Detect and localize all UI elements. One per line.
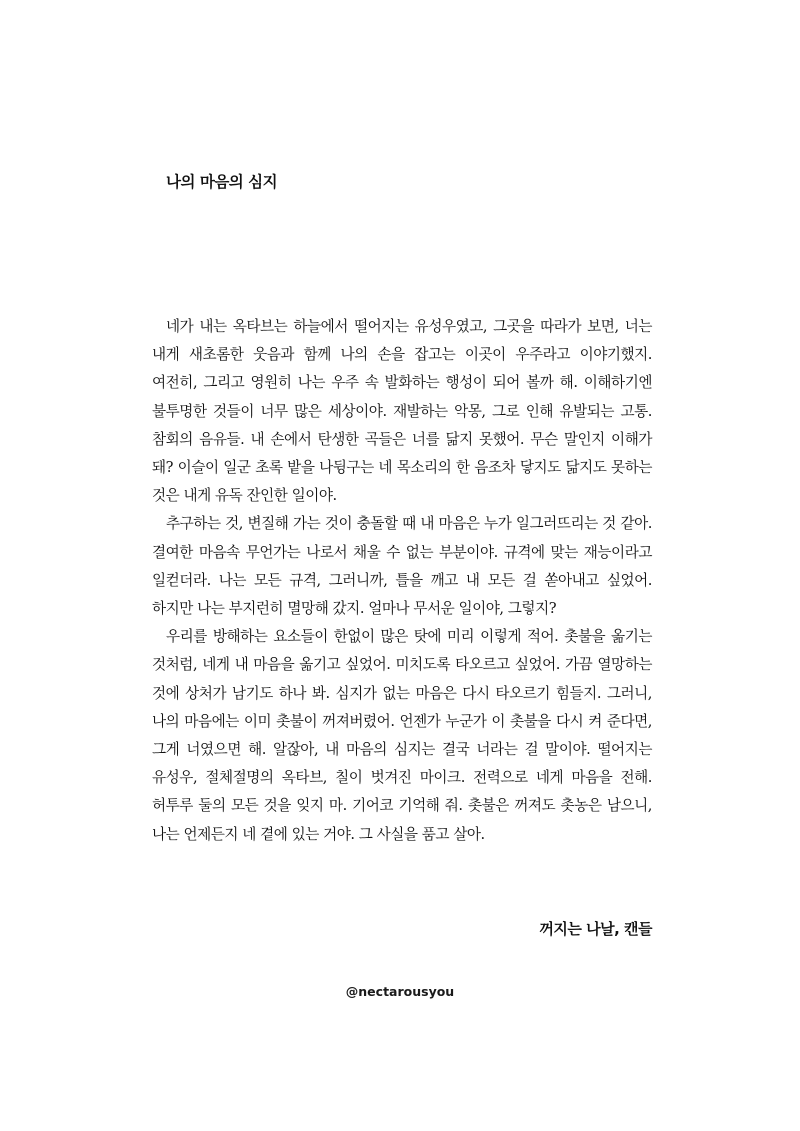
- paragraph-3: 우리를 방해하는 요소들이 한없이 많은 탓에 미리 이렇게 적어. 촛불을 옮기는 것처럼, 네게 내 마음을 옮기고 싶었어. 미치도록 타오르고 싶었어. 가끔 열망하는 것에 상처가 남기도 하나 봐. 심지가 없는 마음은 다시 타오르기 힘들지. 그러니, 나의 마음에는 이미 촛불이 꺼져버렸어. 언젠가 누군가 이 촛불을 다시 켜 준다면, 그게 너였으면 해. 알잖아, 내 마음의 심지는 결국 너라는 걸 말이야. 떨어지는 유성우, 절체절명의 옥타브, 칠이 벗겨진 마이크. 전력으로 네게 마음을 전해. 허투루 둘의 모든 것을 잊지 마. 기어코 기억해 줘. 촛불은 꺼져도 촛농은 남으니, 나는 언제든지 네 곁에 있는 거야. 그 사실을 품고 살아.: [152, 628, 652, 843]
- page-title: 나의 마음의 심지: [166, 173, 278, 191]
- author-handle: @nectarousyou: [345, 984, 455, 999]
- paragraph-2: 추구하는 것, 변질해 가는 것이 충돌할 때 내 마음은 누가 일그러뜨리는 것 같아. 결여한 마음속 무언가는 나로서 채울 수 없는 부분이야. 규격에 맞는 재능이라고 일컫더라. 나는 모든 규격, 그러니까, 틀을 깨고 내 모든 걸 쏟아내고 싶었어. 하지만 나는 부지런히 멸망해 갔지. 얼마나 무서운 일이야, 그렇지?: [152, 515, 652, 618]
- signature: 꺼지는 나날, 캔들: [539, 920, 652, 938]
- paragraph-1: 네가 내는 옥타브는 하늘에서 떨어지는 유성우였고, 그곳을 따라가 보면, 너는 내게 새초롬한 웃음과 함께 나의 손을 잡고는 이곳이 우주라고 이야기했지. 여전히, 그리고 영원히 나는 우주 속 발화하는 행성이 되어 볼까 해. 이해하기엔 불투명한 것들이 너무 많은 세상이야. 재발하는 악몽, 그로 인해 유발되는 고통. 참회의 음유들. 내 손에서 탄생한 곡들은 너를 닮지 못했어. 무슨 말인지 이해가 돼? 이슬이 일군 초록 밭을 나뒹구는 네 목소리의 한 음조차 닿지도 닮지도 못하는 것은 내게 유독 잔인한 일이야.: [152, 318, 652, 505]
- body-text: [152, 313, 652, 849]
